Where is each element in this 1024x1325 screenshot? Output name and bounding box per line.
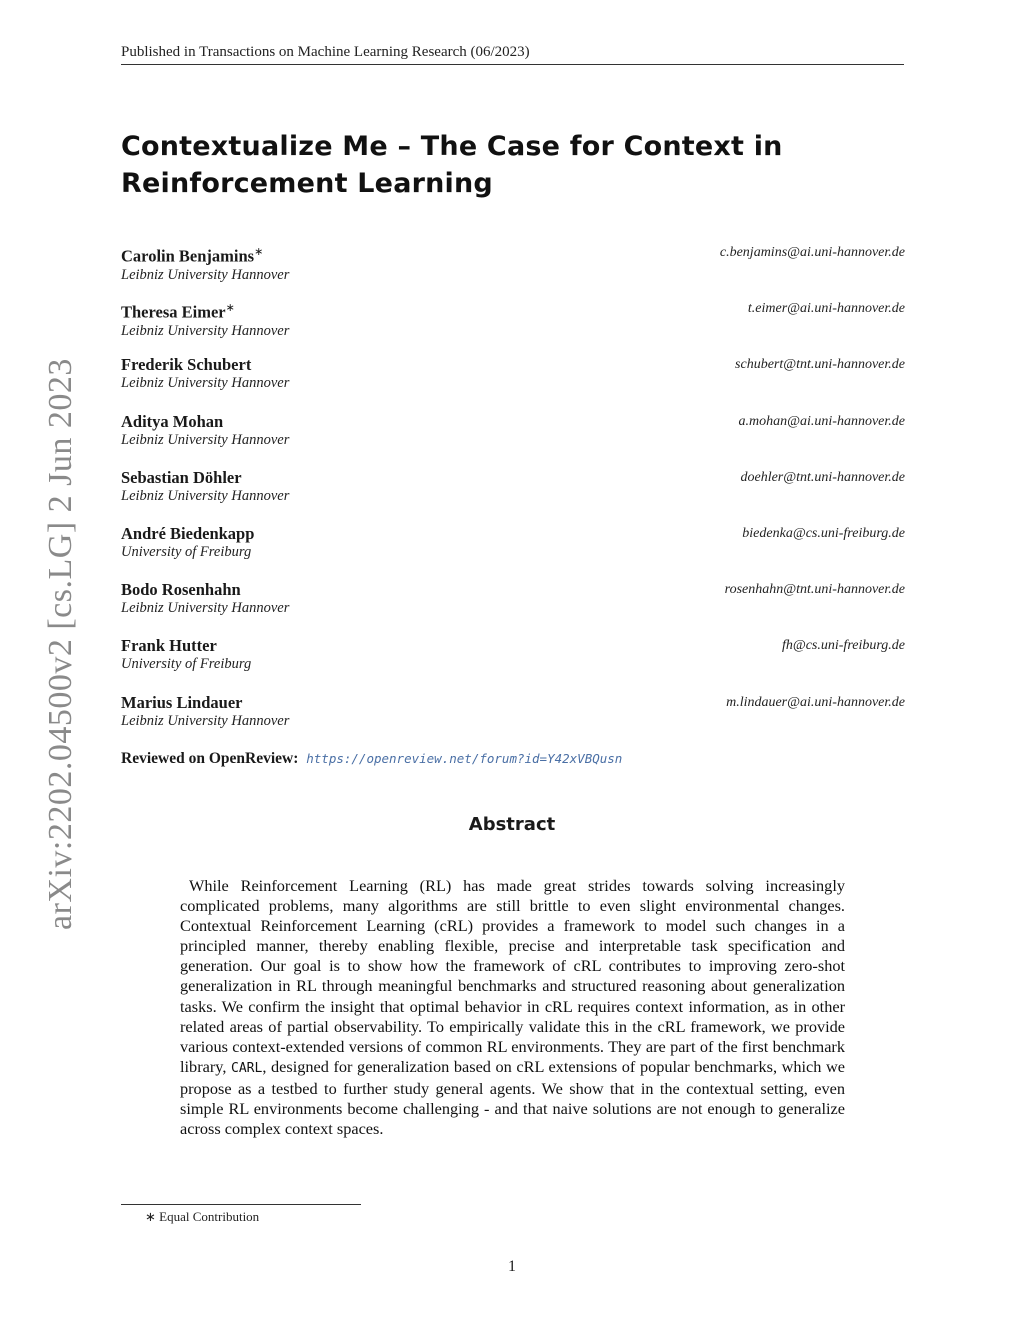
author-entry xyxy=(121,636,905,692)
author-email[interactable]: a.mohan@ai.uni-hannover.de xyxy=(738,413,905,429)
author-name: Theresa Eimer∗ xyxy=(121,302,235,322)
paper-title: Contextualize Me – The Case for Context in Reinforcement Learning xyxy=(121,131,783,199)
author-name: Marius Lindauer xyxy=(121,692,243,712)
page-number: 1 xyxy=(508,1258,516,1275)
author-email[interactable]: fh@cs.uni-freiburg.de xyxy=(781,638,905,654)
openreview-link[interactable]: https://openreview.net/forum?id=Y42xVBQusn xyxy=(306,751,623,766)
author-affiliation: University of Freiburg xyxy=(121,543,252,560)
carl-library-name: CARL xyxy=(231,1060,263,1076)
author-email[interactable]: doehler@tnt.uni-hannover.de xyxy=(740,469,905,485)
author-email[interactable]: c.benjamins@ai.uni-hannover.de xyxy=(719,245,905,260)
abstract-text-1: While Reinforcement Learning (RL) has made great strides towards solving increasingly complicated problems, many algorithms are still brittle to even slight environmental changes. Contextual Reinforcement Learning (cRL) provides a framework to model such changes in a principled manner, thereby enabling flexible, precise and interpretable task specification and generation. Our goal is to show how the framework of cRL contributes to improving zero-shot generalization in RL through meaningful benchmarks and structured reasoning about generalization tasks. We confirm the insight that optimal behavior in cRL requires context information, as in other related areas of partial observability. To empirically validate this in the cRL framework, we provide various context-extended versions of common RL environments. They are part of the first benchmark library, xyxy=(180,876,845,1076)
author-name: Aditya Mohan xyxy=(121,411,224,431)
author-affiliation: Leibniz University Hannover xyxy=(121,322,290,339)
author-email[interactable]: biedenka@cs.uni-freiburg.de xyxy=(742,525,905,541)
footnote-rule xyxy=(121,1204,361,1205)
author-entry xyxy=(121,468,905,524)
author-name: Frank Hutter xyxy=(121,636,217,656)
author-email[interactable]: schubert@tnt.uni-hannover.de xyxy=(735,357,905,373)
author-entry xyxy=(121,355,905,411)
review-label: Reviewed on OpenReview: xyxy=(121,750,299,767)
running-header: Published in Transactions on Machine Learning Research (06/2023) xyxy=(121,44,904,65)
author-affiliation: University of Freiburg xyxy=(121,656,252,673)
footnote xyxy=(145,1209,259,1225)
equal-contribution-mark: ∗ xyxy=(254,246,264,258)
author-affiliation: Leibniz University Hannover xyxy=(121,266,290,283)
review-line xyxy=(121,750,622,768)
author-email[interactable]: m.lindauer@ai.uni-hannover.de xyxy=(726,694,905,710)
footnote-text: Equal Contribution xyxy=(159,1209,260,1224)
author-list xyxy=(121,243,905,749)
author-entry xyxy=(121,693,905,749)
author-entry xyxy=(121,299,905,355)
author-name: Sebastian Döhler xyxy=(121,467,242,487)
author-email[interactable]: rosenhahn@tnt.uni-hannover.de xyxy=(724,582,905,598)
author-affiliation: Leibniz University Hannover xyxy=(121,712,290,729)
footnote-mark: ∗ xyxy=(145,1209,156,1224)
author-affiliation: Leibniz University Hannover xyxy=(121,431,290,448)
abstract-text-2: , designed for generalization based on cRL extensions of popular benchmarks, which we propose as a testbed to further study general agents. We show that in the contextual setting, even simple RL environments become challenging - and that naive solutions are not enough to generalize across complex context spaces. xyxy=(180,1056,845,1139)
author-affiliation: Leibniz University Hannover xyxy=(121,600,290,617)
author-email[interactable]: t.eimer@ai.uni-hannover.de xyxy=(747,301,905,317)
author-name: Bodo Rosenhahn xyxy=(121,580,241,600)
arxiv-stamp: arXiv:2202.04500v2 [cs.LG] 2 Jun 2023 xyxy=(42,358,79,930)
author-name: André Biedenkapp xyxy=(121,523,255,543)
author-name: Carolin Benjamins∗ xyxy=(121,246,264,266)
author-entry xyxy=(121,243,905,299)
equal-contribution-mark: ∗ xyxy=(225,302,235,315)
author-entry xyxy=(121,412,905,468)
abstract-heading: Abstract xyxy=(468,814,556,835)
author-affiliation: Leibniz University Hannover xyxy=(121,487,290,504)
abstract-body xyxy=(180,876,845,1139)
author-affiliation: Leibniz University Hannover xyxy=(121,375,290,392)
author-entry xyxy=(121,580,905,636)
author-name: Frederik Schubert xyxy=(121,355,252,375)
author-entry xyxy=(121,524,905,580)
